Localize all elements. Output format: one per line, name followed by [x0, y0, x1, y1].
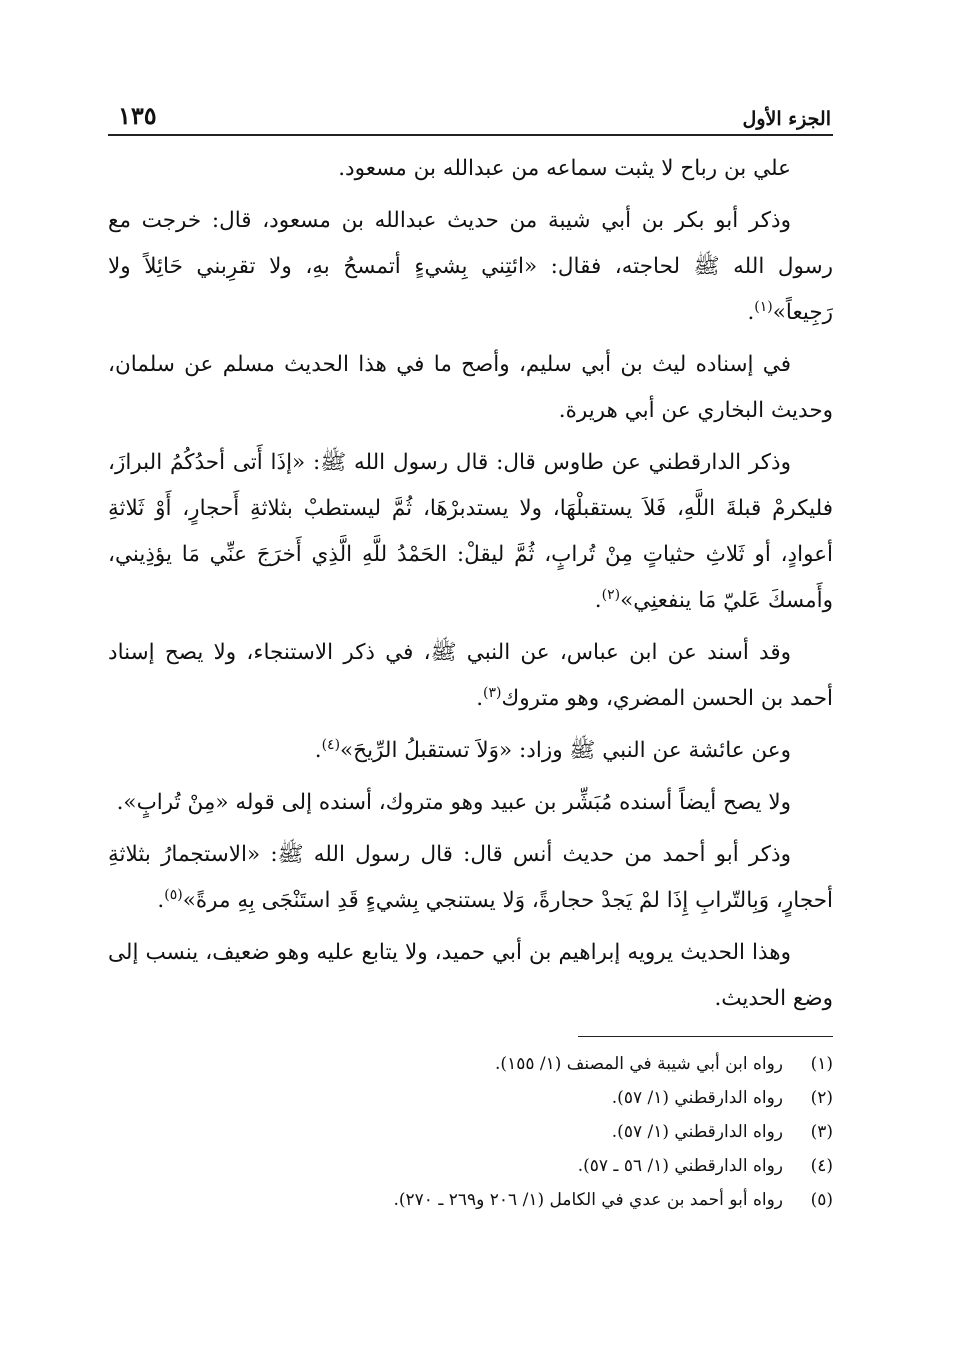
footnote-text: رواه ابن أبي شيبة في المصنف (١/ ١٥٥).: [495, 1054, 783, 1074]
footnote-reference: (١): [754, 298, 773, 315]
footnote: [108, 1183, 833, 1217]
footnote-number: (٥): [810, 1190, 833, 1210]
footnote-reference: (٣): [483, 684, 502, 701]
paragraph: ولا يصح أيضاً أسنده مُبَشِّر بن عبيد وهو متروك، أسنده إلى قوله «مِنْ تُرابٍ».: [116, 790, 791, 815]
paragraph: علي بن رباح لا يثبت سماعه من عبدالله بن مسعود.: [338, 156, 791, 181]
book-page: [108, 96, 833, 1217]
footnote: [108, 1081, 833, 1115]
paragraph: وذكر أبو أحمد من حديث أنس قال: قال رسول الله ﷺ: «الاستجمارُ بثلاثةِ أحجارٍ، وَبِالتّرابِ إِذَا لمْ يَجدْ حجارةً، وَلا يستنجي بِشيءٍ قَدِ استَنْجَى بِهِ مرةً»$^{(٥)}$.: [108, 842, 833, 913]
footnote-reference: (٤): [321, 736, 341, 753]
footnote-number: (٢): [810, 1088, 833, 1108]
paragraph: في إسناده ليث بن أبي سليم، وأصح ما في هذا الحديث مسلم عن سلمان، وحديث البخاري عن أبي هريرة.: [108, 352, 833, 423]
footnote-reference: (٥): [164, 886, 183, 903]
paragraph: وعن عائشة عن النبي ﷺ وزاد: «وَلاَ تستقبلُ الرِّيحَ»$^{(٤)}$.: [314, 736, 791, 763]
footnote-reference: (٢): [601, 586, 621, 603]
footnote-number: (١): [810, 1054, 833, 1074]
footnote-number: (٤): [810, 1156, 833, 1176]
footnote-text: رواه الدارقطني (١/ ٥٧).: [611, 1122, 783, 1142]
footnote: [108, 1115, 833, 1149]
footnote-text: رواه أبو أحمد بن عدي في الكامل (١/ ٢٠٦ و٢٦٩ ـ ٢٧٠).: [393, 1190, 783, 1210]
running-title: الجزء الأول: [742, 108, 831, 130]
footnote-number: (٣): [810, 1122, 833, 1142]
footnotes-list: [108, 1047, 833, 1217]
footnote: [108, 1149, 833, 1183]
paragraph: وهذا الحديث يرويه إبراهيم بن أبي حميد، ولا يتابع عليه وهو ضعيف، ينسب إلى وضع الحديث.: [108, 940, 833, 1011]
paragraph: وذكر الدارقطني عن طاوس قال: قال رسول الله ﷺ: «إذَا أَتى أحدُكُمُ البرازَ، فليكرمْ قبلةَ اللَّهِ، فَلاَ يستقبلْهَا، ولا يستدبرْهَا، ثُمَّ ليستطبْ بثلاثةِ أَحجارٍ، أَوْ ثَلاثةِ أعوادٍ، أو ثَلاثِ حثياتٍ مِنْ تُرابٍ، ثُمَّ ليقلْ: الحَمْدُ للَّهِ الَّذِي أَخرَجَ عنِّي مَا يؤذِيني، وأَمسكَ عَليّ مَا ينفعنِي»$^{(٢)}$.: [108, 450, 833, 613]
page-number: ١٣٥: [118, 101, 157, 130]
paragraph: وقد أسند عن ابن عباس، عن النبي ﷺ، في ذكر الاستنجاء، ولا يصح إسناد أحمد بن الحسن المضري، وهو متروك$^{(٣)}$.: [108, 640, 833, 711]
footnote-text: رواه الدارقطني (١/ ٥٦ ـ ٥٧).: [577, 1156, 783, 1176]
footnote-text: رواه الدارقطني (١/ ٥٧).: [611, 1088, 783, 1108]
footnote-divider: [578, 1036, 833, 1037]
body-text: [108, 146, 833, 1022]
paragraph: وذكر أبو بكر بن أبي شيبة من حديث عبدالله بن مسعود، قال: خرجت مع رسول الله ﷺ لحاجته، فقال: «ائتِني بِشيءٍ أتمسحُ بهِ، ولا تقرِبني حَائِلاً ولا رَجِيعاً»$^{(١)}$.: [108, 208, 833, 325]
running-header: [108, 96, 833, 136]
footnote: [108, 1047, 833, 1081]
